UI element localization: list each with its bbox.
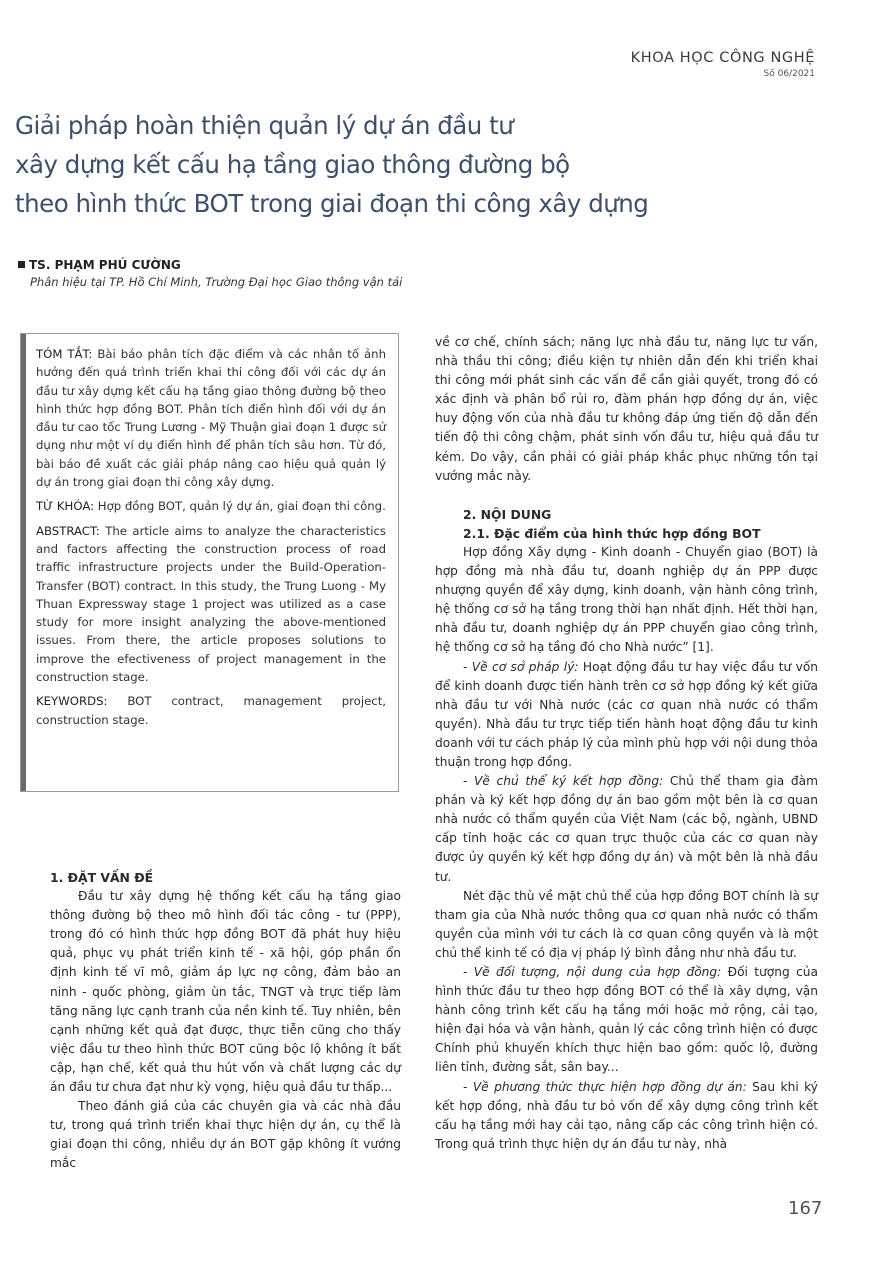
paragraph-lead: - Về chủ thể ký kết hợp đồng: (463, 774, 664, 789)
title-line-3: theo hình thức BOT trong giai đoạn thi công xây dựng (15, 189, 649, 218)
paragraph-lead: - Về đối tượng, nội dung của hợp đồng: (463, 965, 722, 979)
abstract-en-paragraph (36, 522, 386, 687)
title-line-2: xây dựng kết cấu hạ tầng giao thông đường bộ (15, 150, 570, 179)
section-heading-2: 2. NỘI DUNG (463, 506, 552, 522)
title-line-1: Giải pháp hoàn thiện quản lý dự án đầu tư (15, 111, 514, 140)
section-name: KHOA HỌC CÔNG NGHỆ (630, 50, 815, 66)
left-column (50, 868, 401, 1174)
author-name-text: TS. PHẠM PHÚ CƯỜNG (29, 258, 181, 272)
summary-label: TÓM TẮT: (36, 347, 93, 361)
summary-paragraph (36, 345, 386, 491)
abstract-accent-bar (21, 334, 26, 791)
bullet-square-icon (18, 261, 25, 268)
body-paragraph: Đầu tư xây dựng hệ thống kết cấu hạ tầng giao thông đường bộ theo mô hình đối tác công - tư (PPP), trong đó có hình thức hợp đồng BOT đã phát huy hiệu quả, phục vụ phát triển kinh tế - xã hội, góp phần ổn định kinh tế vĩ mô, giảm áp lực nợ công, đảm bảo an ninh - quốc phòng, giảm ùn tắc, TNGT và trực tiếp làm tăng năng lực cạnh tranh của nền kinh tế. Tuy nhiên, bên cạnh những kết quả đạt được, thực tiễn cũng cho thấy việc đầu tư theo hình thức BOT cũng bộc lộ không ít bất cập, hạn chế, kết quả thu hút vốn và chất lượng các dự án đầu tư chưa đạt như kỳ vọng, hiệu quả đầu tư thấp... (50, 889, 401, 1095)
keywords-en-paragraph (36, 692, 386, 729)
running-header (631, 50, 815, 79)
abstract-en-text: The article aims to analyze the characteristics and factors affecting the construction process of road traffic infrastructure projects under the Build-Operation-Transfer (BOT) contract. In this study, the Trung Luong - My Thuan Expressway stage 1 project was utilized as a case study for more insight analyzing the above-mentioned issues. From there, the article proposes solutions to improve the efectiveness of project management in the construction stage. (36, 523, 386, 685)
page-number: 167 (788, 1198, 823, 1219)
body-paragraph-continued: về cơ chế, chính sách; năng lực nhà đầu tư, năng lực tư vấn, nhà thầu thi công; điều kiện tự nhiên dẫn đến khi triển khai thi công mới phát sinh các vấn đề cần giải quyết, trong đó có xác định và phân bổ rủi ro, đàm phán hợp đồng dự án, việc huy động vốn của nhà đầu tư không đáp ứng tiến độ dẫn đến tiến độ thi công chậm, phát sinh vốn đầu tư, hiệu quả đầu tư kém. Do vậy, cần phải có giải pháp khắc phục những tồn tại vướng mắc này. (435, 335, 818, 483)
subsection-heading-2-1: 2.1. Đặc điểm của hình thức hợp đồng BOT (463, 525, 761, 541)
article-title (15, 106, 735, 223)
body-paragraph: Hợp đồng Xây dựng - Kinh doanh - Chuyển giao (BOT) là hợp đồng mà nhà đầu tư, doanh nghiệp dự án PPP được nhượng quyền để xây dựng, kinh doanh, vận hành công trình, hệ thống cơ sở hạ tầng trong thời hạn nhất định. Hết thời hạn, nhà đầu tư, doanh nghiệp dự án PPP chuyển giao công trình, hệ thống cơ sở hạ tầng đó cho Nhà nước” [1]. (435, 544, 818, 655)
author-name (18, 258, 181, 272)
body-paragraph: - Về chủ thể ký kết hợp đồng: Chủ thể tham gia đàm phán và ký kết hợp đồng dự án bao gồm một bên là cơ quan nhà nước có thẩm quyền của Việt Nam (các bộ, ngành, UBND cấp tỉnh hoặc các cơ quan trực thuộc của các cơ quan này được ủy quyền ký kết hợp đồng dự án) và một bên là nhà đầu tư. (435, 774, 818, 884)
right-column (435, 333, 818, 1154)
section-heading-1: 1. ĐẶT VẤN ĐỀ (50, 870, 154, 885)
abstract-en-label: ABSTRACT: (36, 523, 100, 538)
keywords-en-text: BOT contract, management project, construction stage. (36, 694, 386, 727)
issue-number: Số 06/2021 (763, 69, 815, 79)
keywords-vi-label: TỪ KHÓA: (36, 499, 95, 514)
paragraph-lead: - Về phương thức thực hiện hợp đồng dự án: (463, 1079, 747, 1094)
body-paragraph: - Về phương thức thực hiện hợp đồng dự án: Sau khi ký kết hợp đồng, nhà đầu tư bỏ vốn để xây dựng công trình kết cấu hạ tầng mới hay cải tạo, nâng cấp các công trình hiện có. Trong quá trình thực hiện dự án đầu tư này, nhà (435, 1079, 818, 1151)
abstract-box (20, 333, 399, 792)
keywords-vi-text: Hợp đồng BOT, quản lý dự án, giai đoạn thi công. (94, 499, 386, 514)
summary-text: Bài báo phân tích đặc điểm và các nhân tố ảnh hưởng đến quá trình triển khai thi công đối với các dự án đầu tư xây dựng kết cấu hạ tầng giao thông đường bộ theo hình thức hợp đồng BOT. Phân tích điển hình đối với dự án đầu tư cao tốc Trung Lương - Mỹ Thuận giai đoạn 1 được sử dụng như một ví dụ điển hình để phân tích sâu hơn. Từ đó, bài báo đề xuất các giải pháp nâng cao hiệu quả quản lý dự án trong giai đoạn thi công xây dựng. (36, 347, 386, 490)
body-paragraph: - Về đối tượng, nội dung của hợp đồng: Đối tượng của hình thức đầu tư theo hợp đồng BOT có thể là xây dựng, vận hành công trình kết cấu hạ tầng mới hoặc mở rộng, cải tạo, hiện đại hóa và vận hành, quản lý các công trình hiện có được Chính phủ khuyến khích thực hiện bao gồm: quốc lộ, đường liên tỉnh, đường sắt, sân bay... (435, 965, 819, 1075)
author-affiliation: Phân hiệu tại TP. Hồ Chí Minh, Trường Đại học Giao thông vận tải (30, 275, 403, 289)
paragraph-lead: - Về cơ sở pháp lý: (463, 659, 579, 674)
body-paragraph: Nét đặc thù về mặt chủ thể của hợp đồng BOT chính là sự tham gia của Nhà nước thông qua cơ quan nhà nước có thẩm quyền của mình với tư cách là cơ quan công quyền và là một chủ thể kinh tế có địa vị pháp lý bình đẳng như nhà đầu tư. (435, 888, 818, 960)
keywords-vi-paragraph (36, 497, 386, 515)
body-paragraph: Theo đánh giá của các chuyên gia và các nhà đầu tư, trong quá trình triển khai thực hiện dự án, cụ thể là giai đoạn thi công, nhiều dự án BOT gặp không ít vướng mắc (50, 1099, 401, 1171)
keywords-en-label: KEYWORDS: (36, 694, 108, 709)
body-paragraph: - Về cơ sở pháp lý: Hoạt động đầu tư hay việc đầu tư vốn để kinh doanh được tiến hành trên cơ sở hợp đồng ký kết giữa nhà đầu tư với Nhà nước (các cơ quan nhà nước có thẩm quyền). Nhà đầu tư trực tiếp tiến hành hoạt động đầu tư kinh doanh với tư cách pháp lý của mình phù hợp với nội dung thỏa thuận trong hợp đồng. (435, 659, 818, 769)
abstract-content (36, 345, 386, 735)
